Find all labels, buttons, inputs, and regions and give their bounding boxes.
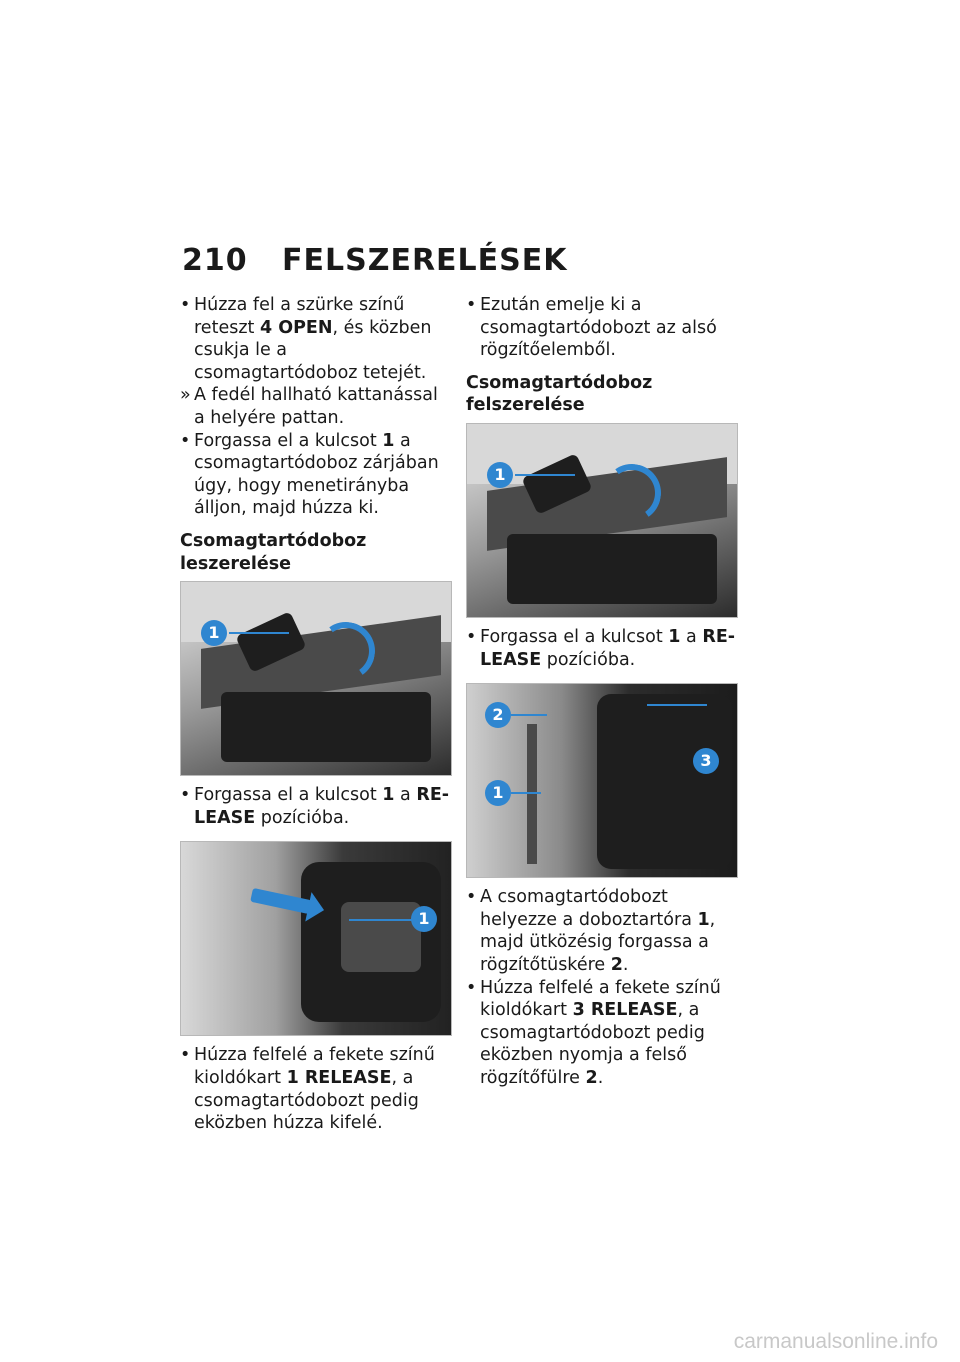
bold-text: 4 OPEN <box>259 317 333 338</box>
bold-text: RELEASE <box>480 626 736 670</box>
text: Forgassa el a kulcsot <box>480 626 669 647</box>
photo-key-release <box>180 581 452 776</box>
photo-case-mount <box>466 683 738 878</box>
text: Forgassa el a kulcsot <box>194 430 383 451</box>
bold-text: 1 RELEASE <box>286 1067 392 1088</box>
callout-1: 1 <box>485 780 511 806</box>
bullet-icon <box>466 626 476 649</box>
bullet-icon <box>180 1044 190 1067</box>
instruction-turn-key <box>180 430 452 520</box>
text: , a csomagtartódobozt pedig eközben húzza kifelé. <box>194 1067 419 1134</box>
result-lid-clicks <box>180 384 452 429</box>
bold-text: 2 <box>610 954 623 975</box>
photo-release-lever <box>180 841 452 1036</box>
text: , és közben csukja le a csomagtartódoboz tetejét. <box>194 317 432 383</box>
callout-2: 2 <box>485 702 511 728</box>
chapter-title: FELSZERELÉSEK <box>282 243 568 278</box>
callout-1: 1 <box>411 906 437 932</box>
instruction-push-case <box>466 977 738 1090</box>
bold-text: 1 <box>382 430 395 451</box>
bullet-icon <box>180 430 190 453</box>
result-arrow-icon <box>180 384 191 407</box>
text: Forgassa el a kulcsot <box>194 785 383 806</box>
left-column <box>180 294 452 1135</box>
text: pozícióba. <box>541 649 636 670</box>
bold-text: 1 <box>697 909 710 930</box>
text: A fedél hallható kattanással a helyére pattan. <box>194 385 438 428</box>
instruction-place-case <box>466 886 738 976</box>
text: , majd ütközésig forgassa a rögzítőtüskére <box>480 909 716 975</box>
text: a csomagtartódoboz zárjában úgy, hogy menetirányba álljon, majd húzza ki. <box>194 430 439 519</box>
text: pozícióba. <box>255 807 350 828</box>
bullet-icon <box>466 977 476 1000</box>
text: Ezután emelje ki a csomagtartódobozt az alsó rögzítőelemből. <box>480 295 717 361</box>
right-column <box>466 294 738 1090</box>
watermark: carmanualsonline.info <box>733 1330 938 1353</box>
bold-text: 2 <box>585 1067 598 1088</box>
instruction-lift-case <box>466 294 738 362</box>
callout-1: 1 <box>201 620 227 646</box>
instruction-turn-key-release <box>180 784 452 829</box>
callout-1: 1 <box>487 462 513 488</box>
bold-text: 1 <box>382 785 395 806</box>
instruction-pull-release-lever <box>180 1044 452 1134</box>
text: a <box>394 785 417 806</box>
bullet-icon <box>466 886 476 909</box>
bold-text: 1 <box>668 626 681 647</box>
bullet-icon <box>466 294 476 317</box>
section-heading-removal: Csomagtartódoboz leszerelése <box>180 530 367 574</box>
instruction-lift-latch <box>180 294 452 384</box>
text: A csomagtartódobozt helyezze a doboztartóra <box>480 887 698 930</box>
text: Húzza felfelé a fekete színű kioldókart <box>480 977 721 1021</box>
bold-text: 3 RELEASE <box>572 1000 678 1021</box>
text: a <box>680 626 703 647</box>
bullet-icon <box>180 294 190 317</box>
text: , a csomagtartódobozt pedig eközben nyomja a felső rögzítőfülre <box>480 1000 705 1088</box>
text: Húzza fel a szürke színű reteszt <box>194 295 405 338</box>
photo-key-release-install <box>466 423 738 618</box>
bold-text: RELEASE <box>194 785 450 828</box>
bullet-icon <box>180 784 190 807</box>
text: . <box>622 954 629 975</box>
page-number: 210 <box>182 243 248 278</box>
instruction-turn-key-release-install <box>466 626 738 671</box>
text: . <box>597 1067 604 1088</box>
callout-3: 3 <box>693 748 719 774</box>
section-heading-installation: Csomagtartódoboz felszerelése <box>466 372 653 416</box>
text: Húzza felfelé a fekete színű kioldókart <box>194 1045 435 1088</box>
